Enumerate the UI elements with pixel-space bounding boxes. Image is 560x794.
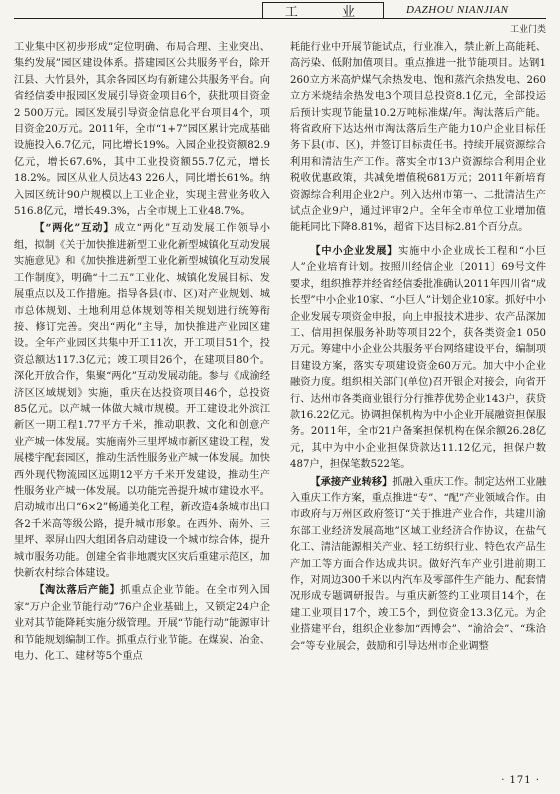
paragraph	[14, 582, 270, 665]
paragraph: 工业集中区初步形成”定位明确、布局合理、主业突出、集约发展”园区建设体系。搭建园区公共服务平台，除开江县、大竹县外，其余各园区均有新建公共服务平台。向省经信委申报园区发展引导资金项目6个，获批项目资金2 500万元。园区发展引导资金信息化平台项目4个，项目资金20万元。2011年，全市“1+7”园区累计完成基础设施投入6.7亿元，同比增长19%。入园企业投资额82.9亿元，增长67.6%，其中工业投资额55.7亿元，增长18.2%。园区从业人员达43 226人，同比增长61%。纳入园区统计90户规模以上工业企业，实现主营业务收入516.8亿元，增长49.3%，占全市规上工业48.7%。	[14, 42, 270, 218]
paragraph-text: 实施中小企业成长工程和“小巨人”企业培育计划。按照川经信企业〔2011〕69号文件要求，组织推荐并经省经信委批准确认2011年四川省“成长型”中小企业10家、“小巨人”计划企业10家。抓好中小企业发展专项资金申报，向上申报技术进步、农产品深加工、信用担保服务补助等项目22个，获各类资金1 050万元。筹建中小企业公共服务平台网络建设平台，编制项目建设方案，落实专项建设资金60万元。加大中小企业融资力度。组织相关部门(单位)召开银企对接会，向省开行、达州市各类商业银行分行推荐优势企业143户，获贷款16.22亿元。协调担保机构为中小企业开展融资担保服务。2011年，全市21户备案担保机构在保余额26.28亿元，其中为中小企业担保贷款达11.12亿元，担保户数487户，担保笔数522笔。	[290, 245, 547, 471]
right-column	[290, 40, 546, 655]
section-label: 工业门类	[509, 25, 546, 35]
paragraph-text: 抓融入重庆工作。制定达州工业融入重庆工作方案，重点推进“专”、“配”产业领域合作。由市政府与万州区政府签订“关于推进产业合作，共建川渝东部工业经济发展高地”区域工业经济合作协议，在盐气化工、清洁能源相关产业、轻工纺织行业、特色农产品生产加工等方面合作达成共识。做好汽车产业引进前期工作，对周边300千米以内汽车及零部件生产能力、配套情况形成专题调研报告。与重庆新签约工业项目14个，在建工业项目17个，竣工5个，到位资金13.3亿元。为企业搭建平台，组织企业参加“西博会”、“渝洽会”、“珠洽会”等专业展会，鼓励和引导达州市企业调整	[290, 476, 547, 652]
section-keyword: 【淘汰落后产能】	[34, 584, 121, 597]
paragraph	[14, 220, 270, 582]
page-number: · 171 ·	[501, 775, 540, 786]
running-head: DAZHOU NIANJIAN	[406, 4, 509, 16]
left-column	[14, 40, 270, 665]
section-keyword: 【中小企业发展】	[310, 244, 399, 257]
paragraph	[290, 243, 546, 474]
paragraph-text: 抓重点企业节能。在全市列入国家“万户企业节能行动”76户企业基础上，又锁定24户企业对其节能降耗实施分级管理。开展“节能行动”能源审计和节能规划编制工作。抓重点行业节能。在煤炭、冶金、电力、化工、建材等5个重点	[14, 585, 270, 663]
section-title-tab: 工 业	[262, 2, 384, 18]
section-keyword: 【承接产业转移】	[310, 475, 393, 488]
header-rule	[14, 18, 546, 19]
page-header	[0, 0, 560, 36]
paragraph: 耗能行业中开展节能试点，行业准入，禁止新上高能耗、高污染、低附加值项目。重点推进一批节能项目。达钢1 260立方米高炉煤气余热发电、饱和蒸汽余热发电、260立方米烧结余热发电3个项目总投资8.1亿元，全部投运后预计实现节能量10.2万吨标准煤/年。淘汰落后产能。将省政府下达达州市淘汰落后生产能力10户企业目标任务下县(市、区)，并签订目标责任书。持续开展资源综合利用和清洁生产工作。落实全市13户资源综合利用企业税收优惠政策，共减免增值税681万元；2011年新培育资源综合利用企业2户。列入达州市第一、二批清洁生产试点企业9户，通过评审2户。全年全市单位工业增加值能耗同比下降8.81%，超省下达目标2.81个百分点。	[290, 42, 546, 234]
paragraph	[290, 474, 546, 655]
section-keyword: 【“两化”互动】	[34, 222, 115, 235]
paragraph-text: 成立“两化”互动发展工作领导小组，拟制《关于加快推进新型工业化新型城镇化互动发展实施意见》和《加快推进新型工业化新型城镇化互动发展工作制度》，明确“十二五”工业化、城镇化发展目标、发展重点以及工作措施。指导各县(市、区)对产业规划、城市总体规划、土地利用总体规划等相关规划进行统筹衔接、修订完善。突出“两化”主导，加快推进产业园区建设。全年产业园区共集中开工11次，开工项目51个，投资总额达117.3亿元；竣工项目26个，在建项目80个。深化开放合作，集聚“两化”互动发展动能。参与《成渝经济区区域规划》实施，重庆在达投资项目46个，总投资85亿元。以产城一体做大城市规模。开工建设北外滨江新区一期工程1.77平方千米，推动职教、文化和创意产业产城一体发展。实施南外三里坪城市新区建设工程，发展楼宇配套园区，推动生活性服务业产城一体发展。加快西外现代物流园区远期12平方千米开发建设，推动生产性服务业产城一体发展。以功能完善提升城市建设水平。启动城市出口“6×2”畅通美化工程，新改造4条城市出口各2千米高等级公路，提升城市形象。在西外、南外、三里坪、翠屏山四大组团各启动建设一个城市综合体，提升城市服务功能。创建全省非地震灾区灾后重建示范区，加快新农村综合体建设。	[14, 223, 270, 579]
